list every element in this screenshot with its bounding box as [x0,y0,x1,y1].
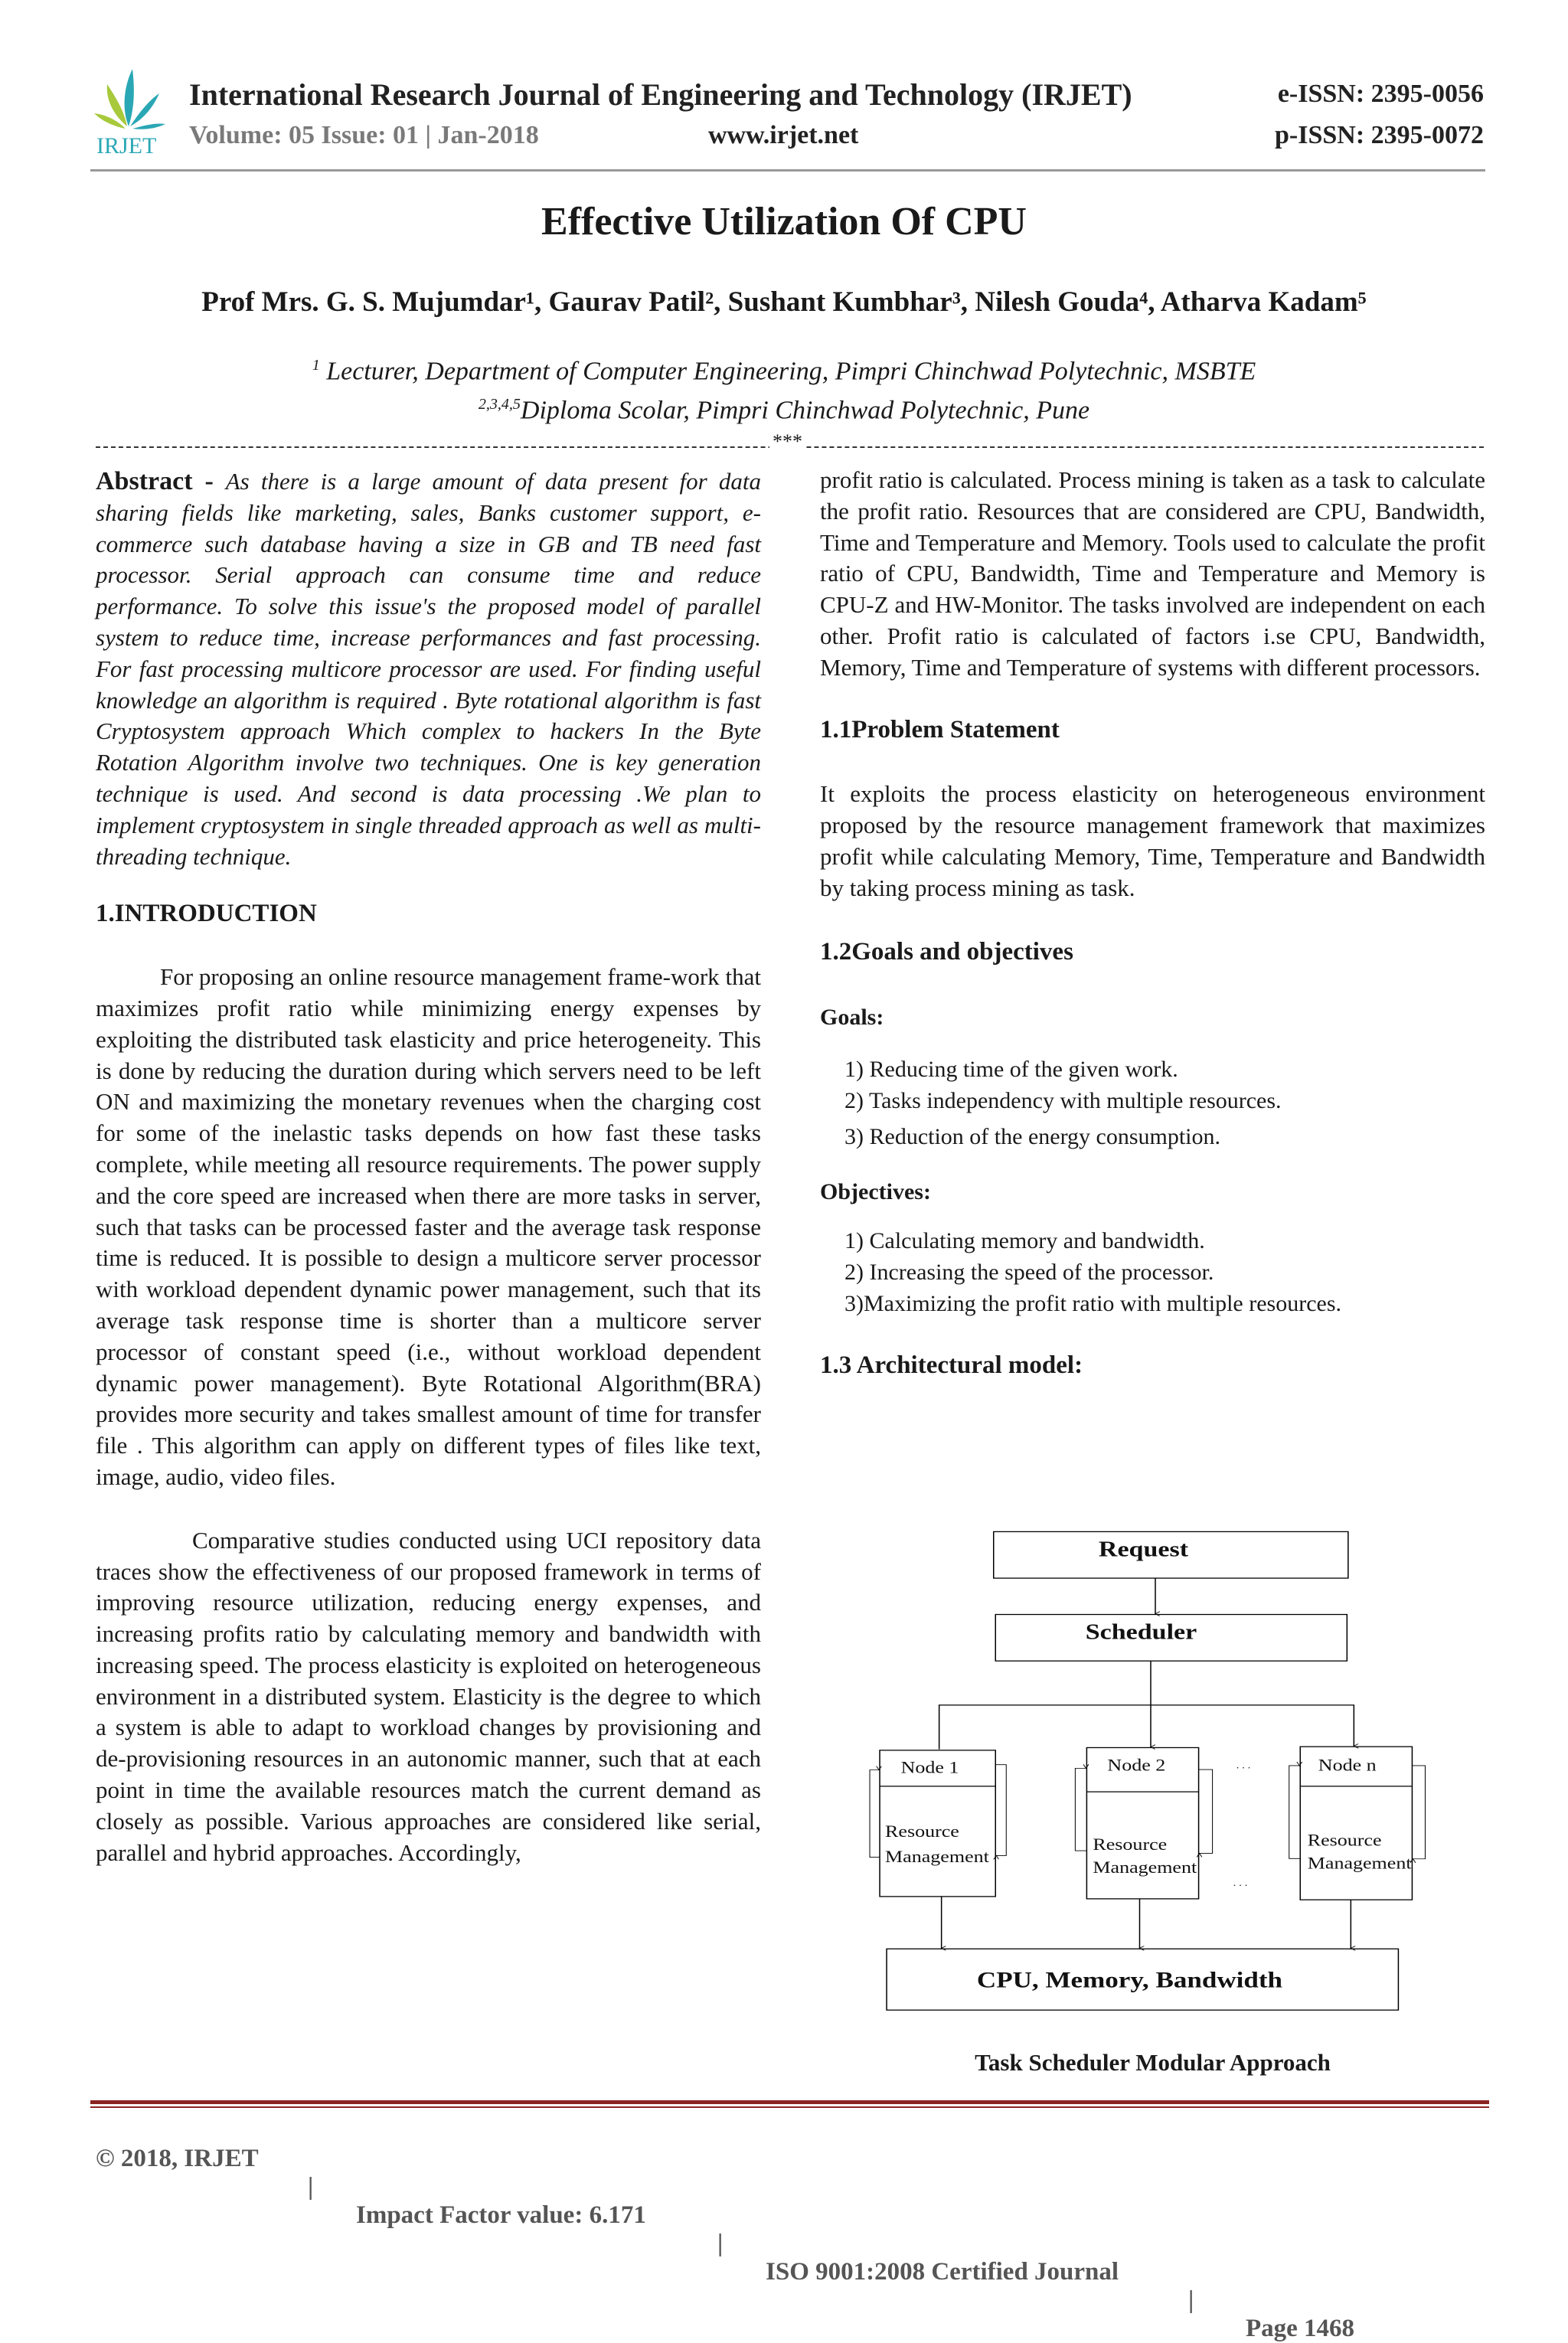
affiliation-text: Lecturer, Department of Computer Engineering, Pimpri Chinchwad Polytechnic, MSBTE [326,357,1256,386]
problem-paragraph: It exploits the process elasticity on heterogeneous environment proposed by the resource management framework that maximizes profit while calculating Memory, Time, Temperature and Bandwidth by taking process mining as task. [820,780,1485,901]
architecture-diagram [853,1527,1447,2018]
abstract [96,466,761,872]
affiliation-2 [0,396,1568,425]
intro-paragraph-2: Comparative studies conducted using UCI repository data traces show the effectiveness of our proposed framework in terms of improving resource utilization, reducing energy expenses, and increasing profits ratio by calculating memory and bandwidth with increasing speed. The process elasticity is exploited on heterogeneous environment in a distributed system. Elasticity is the degree to which a system is able to adapt to workload changes by provisioning and de-provisioning resources in an autonomic manner, such that at each point in time the available resources match the current demand as closely as possible. Various approaches are considered like serial, parallel and hybrid approaches. Accordingly, [96,1526,761,1866]
affiliation-sup: 2,3,4,5 [478,396,521,413]
objective-item: 3)Maximizing the profit ratio with multiple resources. [844,1290,1342,1316]
objective-item: 1) Calculating memory and bandwidth. [844,1227,1205,1253]
objective-item: 2) Increasing the speed of the processor. [844,1259,1214,1285]
footer-separator: | [1188,2286,1194,2314]
journal-name: International Research Journal of Engineering and Technology (IRJET) [189,77,1132,112]
node-resource-label: Resource [885,1822,959,1841]
p-issn: p-ISSN: 2395-0072 [1275,121,1484,149]
objectives-list [820,1225,1485,1319]
ellipsis: . . . [1233,1878,1248,1889]
separator [96,430,1484,456]
left-column [96,466,761,1868]
continued-paragraph: profit ratio is calculated. Process mining is taken as a task to calculate the profit ratio. Resources that are considered are CPU, Bandwidth, Time and Temperature and Memory. Tools used to calculate the profit ratio of CPU, Bandwidth, Time and Temperature and Memory is CPU-Z and HW-Monitor. The tasks involved are independent on each other. Profit ratio is calculated of factors i.se CPU, Bandwidth, Memory, Time and Temperature of systems with different processors. [820,466,1485,681]
e-issn: e-ISSN: 2395-0056 [1277,80,1484,108]
logo-leaves-icon [90,61,171,157]
branch-connector [939,1705,1354,1750]
header-rule [90,169,1485,172]
resources-label: CPU, Memory, Bandwidth [976,1967,1283,1994]
footer-impact-factor: Impact Factor value: 6.171 [356,2201,646,2229]
footer-rule [90,2100,1489,2104]
affiliation-1 [0,357,1568,386]
node-management-label: Management [1093,1858,1197,1877]
website-link[interactable]: www.irjet.net [708,121,859,149]
node-management-label: Management [885,1847,989,1867]
scheduler-label: Scheduler [1085,1619,1197,1645]
architecture-heading: 1.3 Architectural model: [820,1351,1083,1379]
node-label: Node 2 [1107,1756,1166,1775]
author-list: Prof Mrs. G. S. Mujumdar¹, Gaurav Patil², Sushant Kumbhar³, Nilesh Gouda⁴, Atharva Kadam⁵ [201,286,1367,318]
goals-label: Goals: [820,1005,884,1031]
abstract-label: Abstract - [96,467,226,495]
logo-text: IRJET [96,133,157,157]
abstract-text: As there is a large amount of data present for data sharing fields like marketing, sales, Banks customer support, e-commerce such database having a size in GB and TB need fast processor. Serial approach can consume time and reduce performance. To solve this issue's the proposed model of parallel system to reduce time, increase performances and fast processing. For fast processing multicore processor are used. For finding useful knowledge an algorithm is required . Byte rotational algorithm is fast Cryptosystem approach Which complex to hackers In the Byte Rotation Algorithm involve two techniques. One is key generation technique is used. And second is data processing .We plan to implement cryptosystem in single threaded approach as well as multi-threading technique. [96,468,761,870]
volume-issue: Volume: 05 Issue: 01 | Jan-2018 [189,121,539,149]
affiliation-text: Diploma Scolar, Pimpri Chinchwad Polytechnic, Pune [520,396,1090,425]
request-label: Request [1098,1536,1189,1561]
problem-heading: 1.1Problem Statement [820,715,1060,743]
separator-stars: *** [769,430,805,453]
footer [96,2116,1355,2343]
goal-item: 1) Reducing time of the given work. [844,1057,1178,1083]
footer-separator: | [308,2173,314,2201]
figure-caption: Task Scheduler Modular Approach [975,2049,1331,2076]
footer-page-number: Page 1468 [1246,2315,1355,2342]
goals-list [820,1054,1485,1152]
intro-heading: 1.INTRODUCTION [96,900,317,928]
right-column [820,465,1485,1381]
footer-copyright: © 2018, IRJET [96,2145,259,2172]
footer-iso: ISO 9001:2008 Certified Journal [766,2258,1119,2286]
affiliation-sup: 1 [312,357,320,374]
node-label: Node n [1318,1756,1377,1775]
node-label: Node 1 [900,1758,959,1777]
intro-paragraph-1: For proposing an online resource management frame-work that maximizes profit ratio while minimizing energy expenses by exploiting the distributed task elasticity and price heterogeneity. This is done by reducing the duration during which servers need to be left ON and maximizing the monetary revenues when the charging cost for some of the inelastic tasks depends on how fast these tasks complete, while meeting all resource requirements. The power supply and the core speed are increased when there are more tasks in server, such that tasks can be processed faster and the average task response time is reduced. It is possible to design a multicore server processor with workload dependent dynamic power management, such that its average task response time is shorter than a multicore server processor of constant speed (i.e., without workload dependent dynamic power management). Byte Rotational Algorithm(BRA) provides more security and takes smallest amount of time for transfer file . This algorithm can apply on different types of files like text, image, audio, video files. [96,963,761,1490]
footer-separator: | [717,2230,724,2257]
goal-item: 3) Reduction of the energy consumption. [844,1124,1221,1150]
node-resource-label: Resource [1093,1835,1168,1854]
node-management-label: Management [1307,1854,1412,1874]
footer-rule-thin [90,2106,1489,2108]
goals-heading: 1.2Goals and objectives [820,937,1073,966]
goal-item: 2) Tasks independency with multiple resources. [844,1088,1282,1114]
ellipsis: . . . [1236,1760,1251,1772]
objectives-label: Objectives: [820,1179,931,1205]
irjet-logo [90,61,171,157]
paper-title: Effective Utilization Of CPU [541,200,1027,243]
node-resource-label: Resource [1307,1831,1382,1851]
